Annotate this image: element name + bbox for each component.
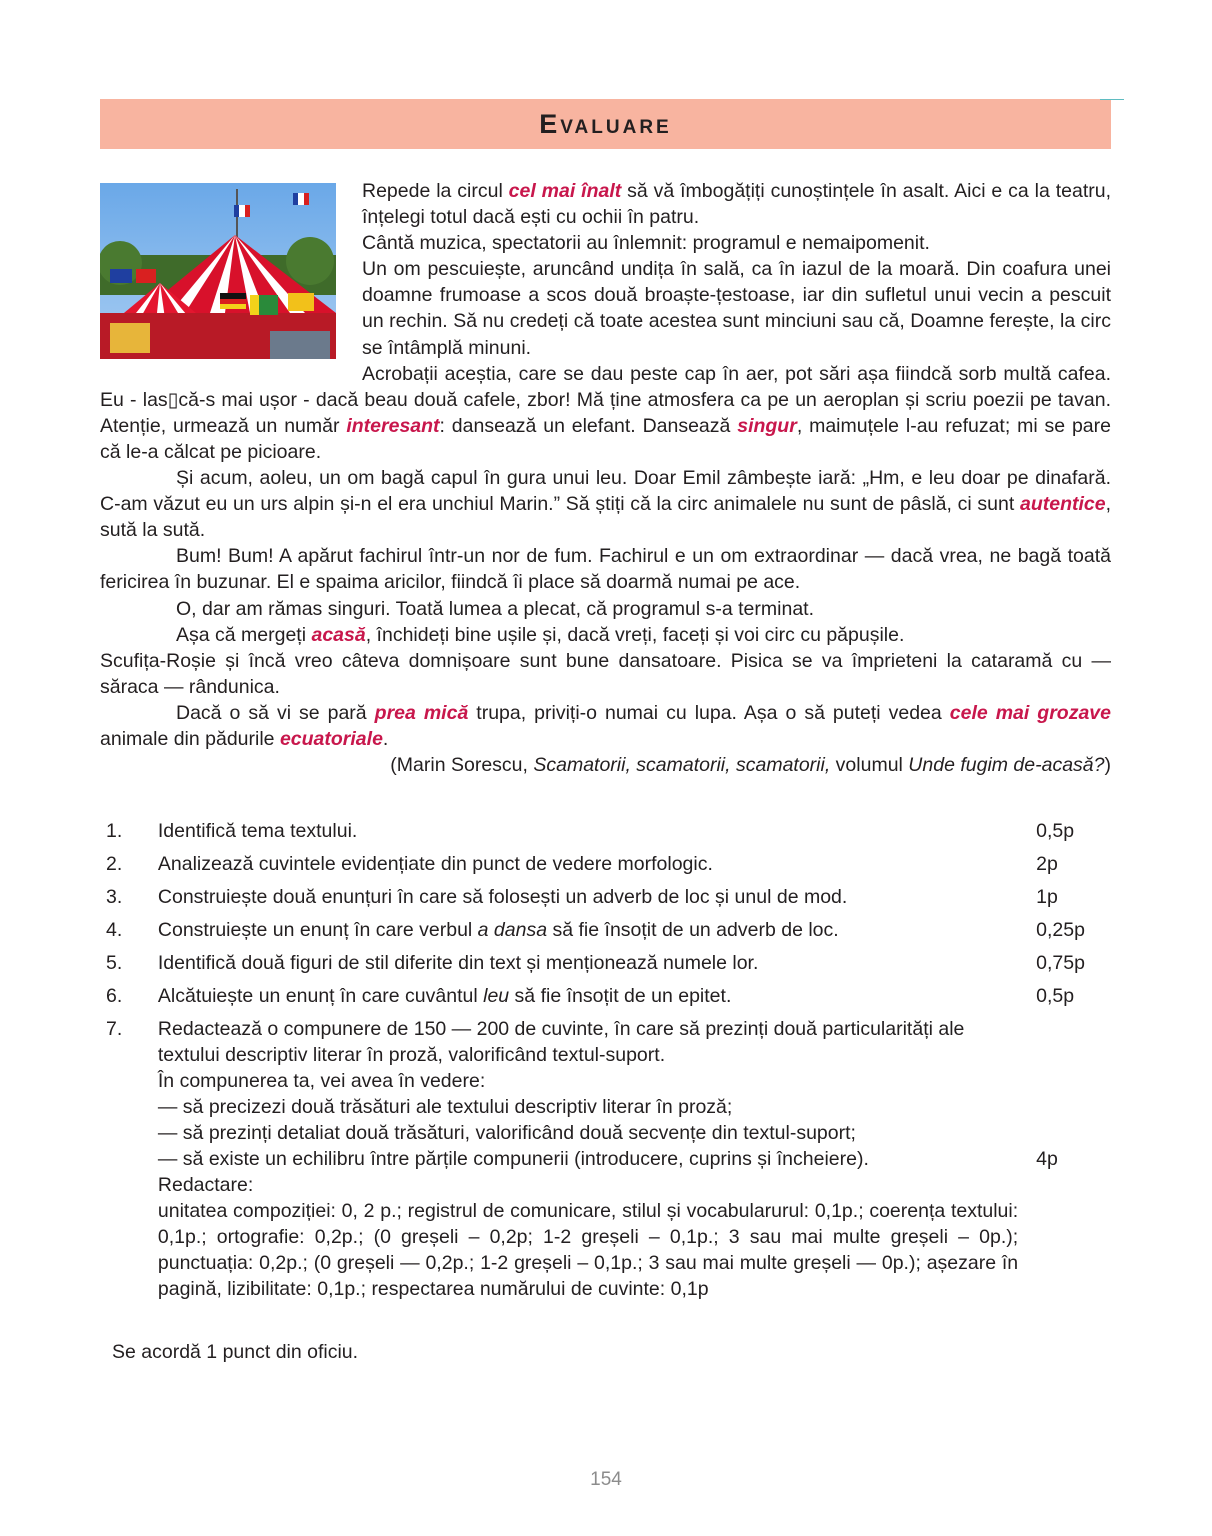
text-run: Acrobații aceștia, care se dau peste cap în aer, pot sări așa fiindcă sorb multă cafea. Eu - las▯că-s mai ușor - dacă beau două cafele, zbor! Mă ține atmosfera ca pe un aeroplan și scriu poezii pe tavan. Atenție, urmează un număr — [100, 362, 1111, 437]
literary-text — [100, 178, 1111, 778]
task-line: — să precizezi două trăsături ale textului descriptiv literar în proză; — [157, 1096, 733, 1118]
task-item — [106, 983, 1116, 1009]
paragraph-10 — [100, 700, 1111, 752]
task-line: În compunerea ta, vei avea în vedere: — [157, 1070, 486, 1092]
paragraph-4 — [100, 361, 1111, 465]
highlighted-word: ecuatoriale — [279, 727, 383, 750]
text-run: Dacă o să vi se pară — [176, 701, 375, 724]
highlighted-word: autentice — [1019, 493, 1106, 516]
task-item — [106, 1016, 1116, 1302]
task-number: 7. — [106, 1018, 123, 1040]
grading-criteria: unitatea compoziției: 0, 2 p.; registrul de comunicare, stilul și vocabularurul: 0,1p.; coerența textului: 0,1p.; ortografie: 0,2p.; (0 greșeli – 0,2p; 1-2 greșeli – 0,1p.; 3 sau mai multe greșeli – 0p.); punctuația: 0,2p.; (0 greșeli — 0,2p.; 1-2 greșeli – 0,1p.; 3 sau mai multe greșeli — 0p.); așezare în pagină, lizibilitate: 0,1p.; respectarea numărului de cuvinte: 0,1p — [157, 1200, 1019, 1300]
task-line: — să existe un echilibru între părțile compunerii (introducere, cuprins și încheiere). — [157, 1148, 869, 1170]
highlighted-word: cele mai grozave — [949, 701, 1111, 724]
highlighted-word: acasă — [311, 623, 366, 646]
text-run: , maimuțele l-au refuzat; mi se pare că le-a călcat pe picioare. — [100, 414, 1111, 463]
task-item — [106, 884, 1116, 910]
task-line: Redactare: — [157, 1174, 254, 1196]
paragraph-8 — [100, 622, 1111, 648]
text-run: Repede la circul — [362, 180, 509, 202]
text-run: , închideți bine ușile și, dacă vreți, faceți și voi circ cu păpușile. — [365, 623, 905, 646]
text-run: volumul — [830, 754, 909, 777]
task-points: 4p — [1036, 1148, 1058, 1170]
highlighted-word: interesant — [346, 414, 440, 437]
office-point-note: Se acordă 1 punct din oficiu. — [112, 1341, 359, 1363]
text-run: . — [382, 727, 389, 750]
page-number: 154 — [590, 1469, 622, 1490]
task-number: 1. — [106, 820, 123, 842]
task-number: 2. — [106, 853, 123, 875]
task-number: 3. — [106, 886, 123, 908]
task-text: Analizează cuvintele evidențiate din punct de vedere morfologic. — [157, 853, 713, 875]
text-run: trupa, priviți-o numai cu lupa. Așa o să puteți vedea — [468, 701, 950, 724]
paragraph-5 — [100, 465, 1111, 543]
tasks-list — [106, 818, 1116, 1302]
task-points: 0,75p — [1036, 952, 1085, 974]
section-title: Evaluare — [539, 108, 672, 139]
task-item — [106, 917, 1116, 943]
task-line: — să prezinți detaliat două trăsături, valorificând două secvențe din textul-suport; — [157, 1122, 856, 1144]
italic-term: leu — [483, 985, 510, 1007]
paragraph-2: Cântă muzica, spectatorii au înlemnit: programul e nemaipomenit. — [362, 232, 930, 255]
task-item — [106, 851, 1116, 877]
task-text — [158, 1016, 1018, 1302]
task-item — [106, 818, 1116, 844]
text-run: animale din pădurile — [100, 727, 280, 750]
paragraph-6: Bum! Bum! A apărut fachirul într-un nor de fum. Fachirul e un om extraordinar — dacă vrea, ne bagă toată fericirea în buzunar. El e spaima aricilor, fiindcă îi place să doarmă numai pe ace. — [100, 545, 1111, 594]
task-text: Construiește două enunțuri în care să folosești un adverb de loc și unul de mod. — [157, 886, 848, 908]
task-line: Redactează o compunere de 150 — 200 de cuvinte, în care să prezinți două particularități ale textului descriptiv literar în proză, valorificând textul-suport. — [157, 1018, 965, 1066]
text-run: (Marin Sorescu, — [390, 754, 534, 777]
task-number: 6. — [106, 985, 123, 1007]
text-run: să fie însoțit de un epitet. — [509, 985, 732, 1007]
task-text: Identifică tema textului. — [157, 820, 358, 842]
text-run: să vă îmbogățiți cunoștințele în asalt. Aici e ca la teatru, înțelegi totul dacă ești cu ochii în patru. — [362, 180, 1111, 229]
source-citation — [100, 752, 1111, 778]
highlighted-word: cel mai înalt — [508, 180, 622, 202]
highlighted-word: prea mică — [374, 701, 469, 724]
text-run: Și acum, aoleu, un om bagă capul în gura unui leu. Doar Emil zâmbește iară: „Hm, e leu doar pe dinafară. C-am văzut eu un urs alpin și-n el era unchiul Marin.” Să știți că la circ animalele nu sunt de pâslă, ci sunt — [100, 467, 1111, 516]
text-run: să fie însoțit de un adverb de loc. — [547, 919, 839, 941]
task-number: 4. — [106, 919, 123, 941]
text-run: Așa că mergeți — [176, 623, 312, 646]
text-run: Alcătuiește un enunț în care cuvântul — [157, 985, 484, 1007]
task-text — [158, 983, 1026, 1009]
task-points: 0,25p — [1036, 919, 1085, 941]
paragraph-9: Scufița-Roșie și încă vreo câteva domnișoare sunt bune dansatoare. Pisica se va împrieteni la cataramă cu — săraca — rândunica. — [100, 649, 1111, 698]
text-run: : dansează un elefant. Dansează — [439, 414, 738, 437]
header-accent-line — [1100, 99, 1124, 100]
task-text: Identifică două figuri de stil diferite din text și menționează numele lor. — [157, 952, 759, 974]
task-points: 0,5p — [1036, 985, 1075, 1007]
task-points: 1p — [1036, 886, 1058, 908]
text-run: Construiește un enunț în care verbul — [157, 919, 478, 941]
volume-title: Unde fugim de-acasă? — [908, 754, 1105, 777]
task-text — [158, 917, 1026, 943]
text-run: , sută la sută. — [100, 493, 1111, 542]
book-title: Scamatorii, scamatorii, scamatorii, — [533, 754, 831, 777]
italic-term: a dansa — [477, 919, 548, 941]
task-points: 0,5p — [1036, 820, 1075, 842]
task-item — [106, 950, 1116, 976]
section-header — [100, 99, 1111, 149]
paragraph-1 — [362, 178, 1111, 230]
task-points: 2p — [1036, 853, 1058, 875]
paragraph-3: Un om pescuiește, aruncând undița în sală, ca în iazul de la moară. Din coafura unei doamne frumoase a scos două broaște-țestoase, iar din sufletul unui vecin a pescuit un rechin. Să nu credeți că toate acestea sunt minciuni sau că, Doamne ferește, la circ se întâmplă minuni. — [362, 258, 1111, 359]
highlighted-word: singur — [737, 414, 797, 437]
task-number: 5. — [106, 952, 123, 974]
text-run: ) — [1104, 754, 1111, 777]
paragraph-7: O, dar am rămas singuri. Toată lumea a plecat, că programul s-a terminat. — [176, 597, 814, 620]
